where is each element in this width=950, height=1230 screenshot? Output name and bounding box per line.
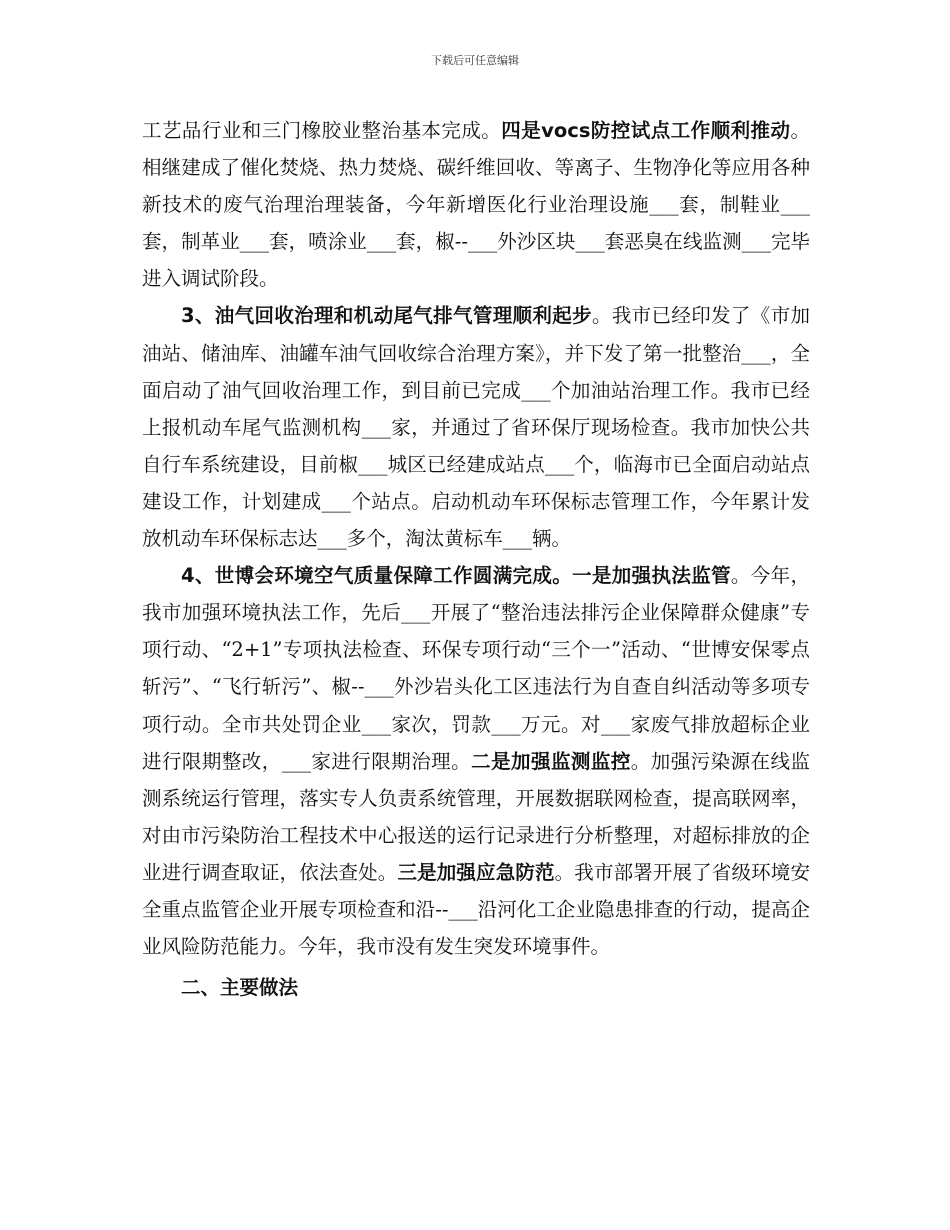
paragraph-text: 。相继建成了催化焚烧、热力焚烧、碳纤维回收、等离子、生物净化等应用各种新技术的废气治理治理装备，今年新增医化行业治理设施___套，制鞋业___套，制革业___套，喷涂业___套，椒--___外沙区块___套恶臭在线监测___完毕进入调试阶段。 bbox=[142, 119, 810, 291]
paragraph-oil-gas-recovery bbox=[142, 297, 810, 557]
paragraph-vocs bbox=[142, 112, 810, 297]
section-heading: 二、主要做法 bbox=[181, 976, 299, 1000]
page-header: 下载后可任意编辑 bbox=[431, 54, 519, 67]
bold-lead: 四是vocs防控试点工作顺利推动 bbox=[501, 119, 791, 142]
bold-lead: 3、油气回收治理和机动尾气排气管理顺利起步 bbox=[181, 304, 592, 328]
bold-lead: 二是加强监测监控 bbox=[471, 749, 631, 773]
bold-lead: 4、世博会环境空气质量保障工作圆满完成。一是加强执法监管 bbox=[181, 564, 731, 588]
document-body bbox=[142, 112, 810, 1006]
paragraph-expo-air-quality bbox=[142, 557, 810, 965]
paragraph-text: 。今年，我市加强环境执法工作，先后___开展了“整治违法排污企业保障群众健康”专项行动、“2+1”专项执法检查、环保专项行动“三个一”活动、“世博安保零点斩污”、“飞行斩污”、椒--___外沙岩头化工区违法行为自查自纠活动等多项专项行动。全市共处罚企业___家次，罚款___万元。对___家废气排放超标企业进行限期整改，___家进行限期治理。 bbox=[142, 564, 810, 773]
paragraph-text: 。加强污染源在线监测系统运行管理，落实专人负责系统管理，开展数据联网检查，提高联网率，对由市污染防治工程技术中心报送的运行记录进行分析整理，对超标排放的企业进行调查取证，依法查处。 bbox=[142, 749, 810, 884]
paragraph-text: 。我市已经印发了《市加油站、储油库、油罐车油气回收综合治理方案》，并下发了第一批整治___，全面启动了油气回收治理工作，到目前已完成___个加油站治理工作。我市已经上报机动车尾气监测机构___家，并通过了省环保厅现场检查。我市加快公共自行车系统建设，目前椒___城区已经建成站点___个，临海市已全面启动站点建设工作，计划建成___个站点。启动机动车环保标志管理工作，今年累计发放机动车环保标志达___多个，淘汰黄标车___辆。 bbox=[142, 304, 810, 551]
paragraph-text: 。我市部署开展了省级环境安全重点监管企业开展专项检查和沿--___沿河化工企业隐患排查的行动，提高企业风险防范能力。今年，我市没有发生突发环境事件。 bbox=[142, 860, 810, 959]
paragraph-text: 工艺品行业和三门橡胶业整治基本完成。 bbox=[142, 119, 502, 142]
bold-lead: 三是加强应急防范 bbox=[397, 860, 555, 884]
